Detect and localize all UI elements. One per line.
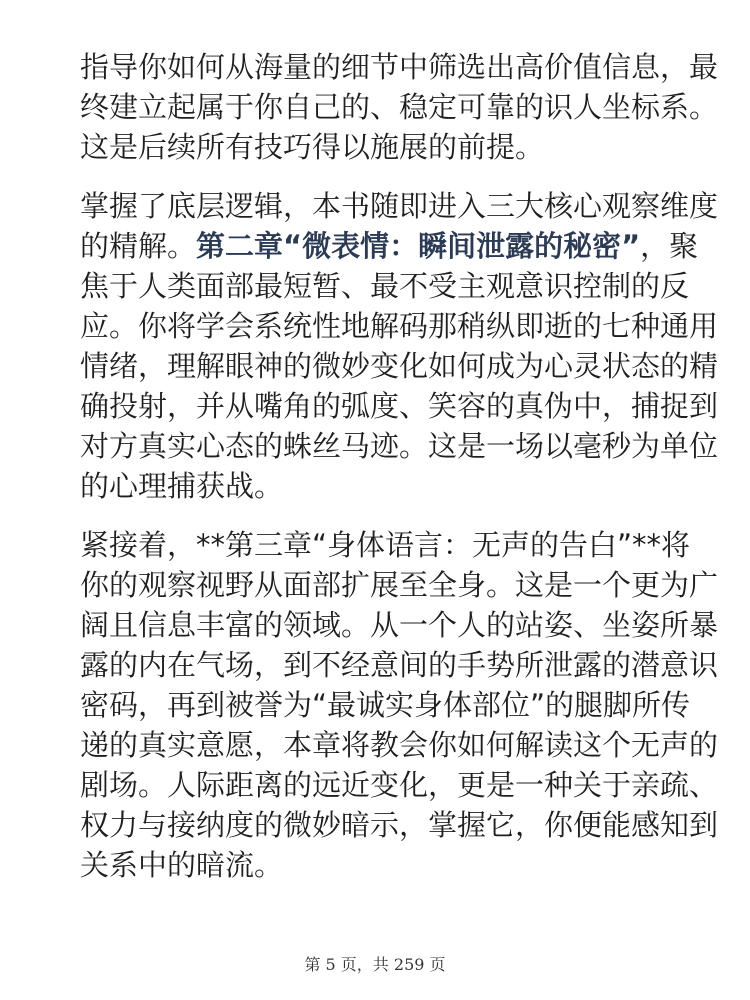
text-line: [80, 466, 670, 506]
text-run: ，聚: [640, 229, 699, 263]
text-line: [80, 645, 719, 685]
body-text: [80, 47, 719, 885]
text-run: 权力与接纳度的微妙暗示，掌握它，你便能感知到: [80, 808, 719, 842]
text-line: [80, 725, 719, 765]
text-run: 你的观察视野从面部扩展至全身。这是一个更为广: [80, 568, 719, 602]
paragraph-1: [80, 47, 719, 167]
text-run: 这是后续所有技巧得以施展的前提。: [80, 130, 545, 164]
text-run: 应。你将学会系统性地解码那稍纵即逝的七种通用: [80, 309, 719, 343]
text-line: [80, 685, 691, 725]
text-run: 递的真实意愿，本章将教会你如何解读这个无声的: [80, 728, 719, 762]
text-run: 剧场。人际距离的远近变化，更是一种关于亲疏、: [80, 768, 719, 802]
text-run: 对方真实心态的蛛丝马迹。这是一场以毫秒为单位: [80, 429, 719, 463]
text-line: [80, 87, 719, 127]
text-run: 指导你如何从海量的细节中筛选出高价值信息，最: [80, 50, 719, 84]
text-line: [80, 525, 691, 565]
text-run: 紧接着，**第三章“身体语言：无声的告白”**将: [80, 528, 691, 562]
paragraph-3: [80, 525, 719, 885]
text-line: [80, 266, 690, 306]
text-run: 的精解。: [80, 229, 197, 263]
text-run: 情绪，理解眼神的微妙变化如何成为心灵状态的精: [80, 349, 719, 383]
text-line: [80, 306, 719, 346]
text-line: [80, 765, 719, 805]
text-run: 焦于人类面部最短暂、最不受主观意识控制的反: [80, 269, 690, 303]
text-line: [80, 565, 719, 605]
text-run: 的心理捕获战。: [80, 469, 284, 503]
text-line: [80, 226, 699, 266]
text-run: 终建立起属于你自己的、稳定可靠的识人坐标系。: [80, 90, 719, 124]
text-line: [80, 186, 719, 226]
paragraph-2: [80, 186, 719, 506]
text-run: 密码，再到被誉为“最诚实身体部位”的腿脚所传: [80, 688, 691, 722]
text-line: [80, 845, 670, 885]
text-line: [80, 805, 719, 845]
text-line: [80, 605, 719, 645]
text-run: 掌握了底层逻辑，本书随即进入三大核心观察维度: [80, 189, 719, 223]
text-line: [80, 127, 670, 167]
chapter-2-title-bold: 第二章“微表情：瞬间泄露的秘密”: [196, 229, 641, 263]
text-line: [80, 346, 719, 386]
text-run: 阔且信息丰富的领域。从一个人的站姿、坐姿所暴: [80, 608, 719, 642]
text-line: [80, 47, 719, 87]
text-run: 关系中的暗流。: [80, 848, 284, 882]
page-number-footer: 第 5 页，共 259 页: [304, 955, 446, 974]
text-run: 确投射，并从嘴角的弧度、笑容的真伪中，捕捉到: [80, 389, 719, 423]
text-line: [80, 426, 719, 466]
text-run: 露的内在气场，到不经意间的手势所泄露的潜意识: [80, 648, 719, 682]
text-line: [80, 386, 719, 426]
